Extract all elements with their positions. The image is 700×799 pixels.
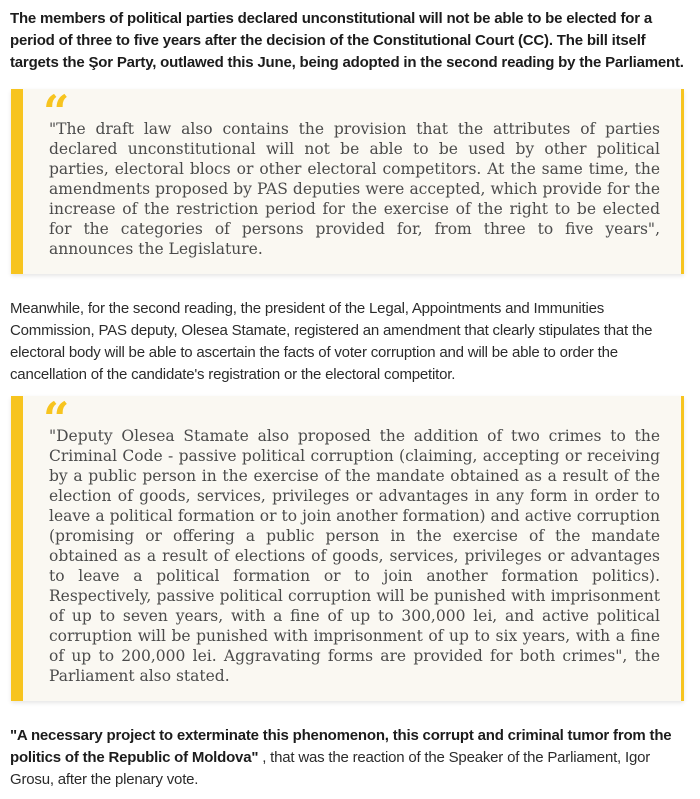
quote-text-1: "The draft law also contains the provision that the attributes of parties declared unconstitutional will not be able to be used by other political parties, electoral blocs or other electoral competitors. At the same time, the amendments proposed by PAS deputies were accepted, which provide for the increase of the restriction period for the exercise of the right to be elected for the categories of persons provided for, from three to five years", announces the Legislature. — [49, 120, 660, 258]
intro-paragraph: The members of political parties declared unconstitutional will not be able to be elected for a period of three to five years after the decision of the Constitutional Court (CC). The bill itself targets the Şor Party, outlawed this June, being adopted in the second reading by the Parliament. — [10, 10, 684, 71]
closing-paragraph-rest: , that was the reaction of the Speaker of the Parliament, Igor Grosu, after the plenary vote. — [10, 749, 651, 788]
quote-right-accent-line — [681, 396, 684, 701]
quote-left-accent-bar — [11, 89, 23, 274]
pull-quote-2 — [11, 392, 684, 701]
open-double-quote-icon: “ — [43, 85, 70, 139]
quote-text-2: "Deputy Olesea Stamate also proposed the addition of two crimes to the Criminal Code - passive political corruption (claiming, accepting or receiving by a public person in the exercise of the mandate obtained as a result of the election of goods, services, privileges or advantages in any form in order to leave a political formation or to join another formation) and active corruption (promising or offering a public person in the exercise of the mandate obtained as a result of elections of goods, services, privileges or advantages to leave a political formation or to join another formation politics). Respectively, passive political corruption will be punished with imprisonment of up to seven years, with a fine of up to 300,000 lei, and active political corruption will be punished with imprisonment of up to six years, with a fine of up to 200,000 lei. Aggravating forms are provided for both crimes", the Parliament also stated. — [49, 427, 660, 685]
open-double-quote-icon: “ — [43, 392, 70, 446]
quote-left-accent-bar — [11, 396, 23, 701]
pull-quote-1 — [11, 85, 684, 274]
quote-right-accent-line — [681, 89, 684, 274]
closing-paragraph — [10, 725, 692, 791]
closing-paragraph-bold-lead: "A necessary project to exterminate this phenomenon, this corrupt and criminal tumor from the politics of the Republic of Moldova" — [10, 727, 672, 766]
middle-paragraph: Meanwhile, for the second reading, the president of the Legal, Appointments and Immunities Commission, PAS deputy, Olesea Stamate, registered an amendment that clearly stipulates that the electoral body will be able to ascertain the facts of voter corruption and will be able to order the cancellation of the candidate's registration or the electoral competitor. — [10, 300, 653, 383]
